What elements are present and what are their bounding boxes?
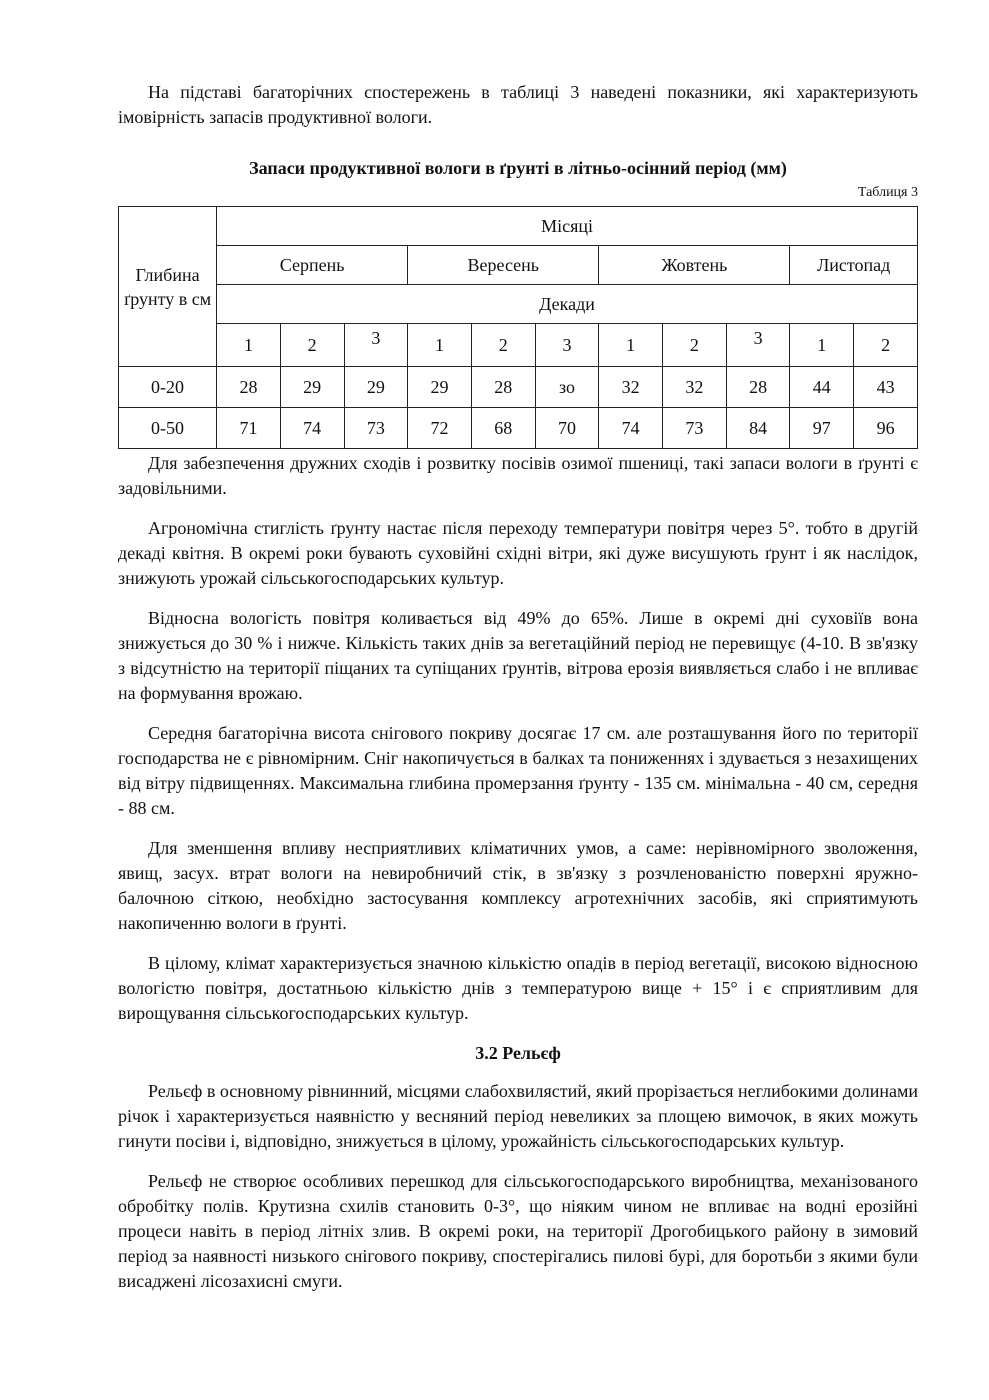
decade-cell: 3 xyxy=(344,324,408,367)
value-cell: 71 xyxy=(217,408,281,449)
value-cell: 44 xyxy=(790,367,854,408)
month-october: Жовтень xyxy=(599,246,790,285)
decade-cell: 3 xyxy=(535,324,599,367)
value-cell: 32 xyxy=(599,367,663,408)
value-cell: 68 xyxy=(471,408,535,449)
decade-cell: 1 xyxy=(790,324,854,367)
depth-cell: 0-20 xyxy=(119,367,217,408)
decade-cell: 2 xyxy=(854,324,918,367)
month-september: Вересень xyxy=(408,246,599,285)
intro-paragraph: На підставі багаторічних спостережень в таблиці 3 наведені показники, які характеризують імовірність запасів продуктивної вологи. xyxy=(118,82,918,127)
section-heading: 3.2 Рельєф xyxy=(475,1043,561,1063)
value-cell: 73 xyxy=(344,408,408,449)
table-row xyxy=(119,408,918,449)
decades-row xyxy=(119,324,918,367)
table-row xyxy=(119,367,918,408)
month-august: Серпень xyxy=(217,246,408,285)
months-header: Місяці xyxy=(217,207,918,246)
table-header-row xyxy=(119,207,918,246)
moisture-table xyxy=(118,206,918,449)
value-cell: зо xyxy=(535,367,599,408)
decade-cell: 2 xyxy=(280,324,344,367)
decade-cell: 2 xyxy=(663,324,727,367)
body-paragraph: Для забезпечення дружних сходів і розвитку посівів озимої пшениці, такі запаси вологи в ґрунті є задовільними. xyxy=(118,453,918,498)
section-paragraph: Рельєф не створює особливих перешкод для сільськогосподарського виробництва, механізованого обробітку полів. Крутизна схилів становить 0-3°, що ніяким чином не впливає на водні ерозійні процеси навіть в період літніх злив. В окремі роки, на території Дрогобицького району в зимовий період за наявності низького снігового покриву, спостерігались пилові бурі, для боротьби з якими були висаджені лісозахисні смуги. xyxy=(118,1171,918,1291)
depth-cell: 0-50 xyxy=(119,408,217,449)
value-cell: 70 xyxy=(535,408,599,449)
body-paragraph: Середня багаторічна висота снігового покриву досягає 17 см. але розташування його по території господарства не є рівномірним. Сніг накопичується в балках та пониженнях і здувається з незахищених від вітру підвищеннях. Максимальна глибина промерзання ґрунту - 135 см. мінімальна - 40 см, середня - 88 см. xyxy=(118,723,918,818)
decade-cell: 1 xyxy=(217,324,281,367)
value-cell: 84 xyxy=(726,408,790,449)
value-cell: 74 xyxy=(599,408,663,449)
decade-cell: 1 xyxy=(599,324,663,367)
value-cell: 29 xyxy=(280,367,344,408)
depth-header: Глибина ґрунту в см xyxy=(119,207,217,367)
decade-cell: 2 xyxy=(471,324,535,367)
decade-cell: 1 xyxy=(408,324,472,367)
body-paragraph: Відносна вологість повітря коливається від 49% до 65%. Лише в окремі дні суховіїв вона знижується до 30 % і нижче. Кількість таких днів за вегетаційний період не перевищує (4-10. В зв'язку з відсутністю на території піщаних та супіщаних ґрунтів, вітрова ерозія виявляється слабо і не впливає на формування врожаю. xyxy=(118,608,918,703)
value-cell: 29 xyxy=(344,367,408,408)
value-cell: 72 xyxy=(408,408,472,449)
months-row xyxy=(119,246,918,285)
value-cell: 97 xyxy=(790,408,854,449)
document-page xyxy=(118,80,918,1309)
value-cell: 28 xyxy=(217,367,281,408)
value-cell: 32 xyxy=(663,367,727,408)
value-cell: 28 xyxy=(471,367,535,408)
value-cell: 73 xyxy=(663,408,727,449)
value-cell: 74 xyxy=(280,408,344,449)
section-paragraph: Рельєф в основному рівнинний, місцями слабохвилястий, який прорізається неглибокими долинами річок і характеризується наявністю у весняний період невеликих за площею вимочок, в яких можуть гинути посіви і, відповідно, знижується в цілому, урожайність сільськогосподарських культур. xyxy=(118,1081,918,1151)
body-paragraph: Для зменшення впливу несприятливих кліматичних умов, а саме: нерівномірного зволоження, явищ, засух. втрат вологи на невиробничий стік, в зв'язку з розчленованістю поверхні яружно-балочною сіткою, необхідно застосування комплексу агротехнічних засобів, які сприятимують накопиченню вологи в ґрунті. xyxy=(118,838,918,933)
value-cell: 43 xyxy=(854,367,918,408)
value-cell: 96 xyxy=(854,408,918,449)
table-label: Таблиця 3 xyxy=(857,185,918,200)
decades-header-row xyxy=(119,285,918,324)
month-november: Листопад xyxy=(790,246,918,285)
body-paragraph: В цілому, клімат характеризується значною кількістю опадів в період вегетації, високою відносною вологістю повітря, достатньою кількістю днів з температурою вище + 15° і є сприятливим для вирощування сільськогосподарських культур. xyxy=(118,953,918,1023)
value-cell: 28 xyxy=(726,367,790,408)
body-paragraph: Агрономічна стиглість ґрунту настає після переходу температури повітря через 5°. тобто в другій декаді квітня. В окремі роки бувають суховійні східні вітри, які дуже висушують ґрунт і як наслідок, знижують урожай сільськогосподарських культур. xyxy=(118,518,918,588)
table-title: Запаси продуктивної вологи в ґрунті в літньо-осінний період (мм) xyxy=(249,158,787,178)
value-cell: 29 xyxy=(408,367,472,408)
decades-header: Декади xyxy=(217,285,918,324)
decade-cell: 3 xyxy=(726,324,790,367)
